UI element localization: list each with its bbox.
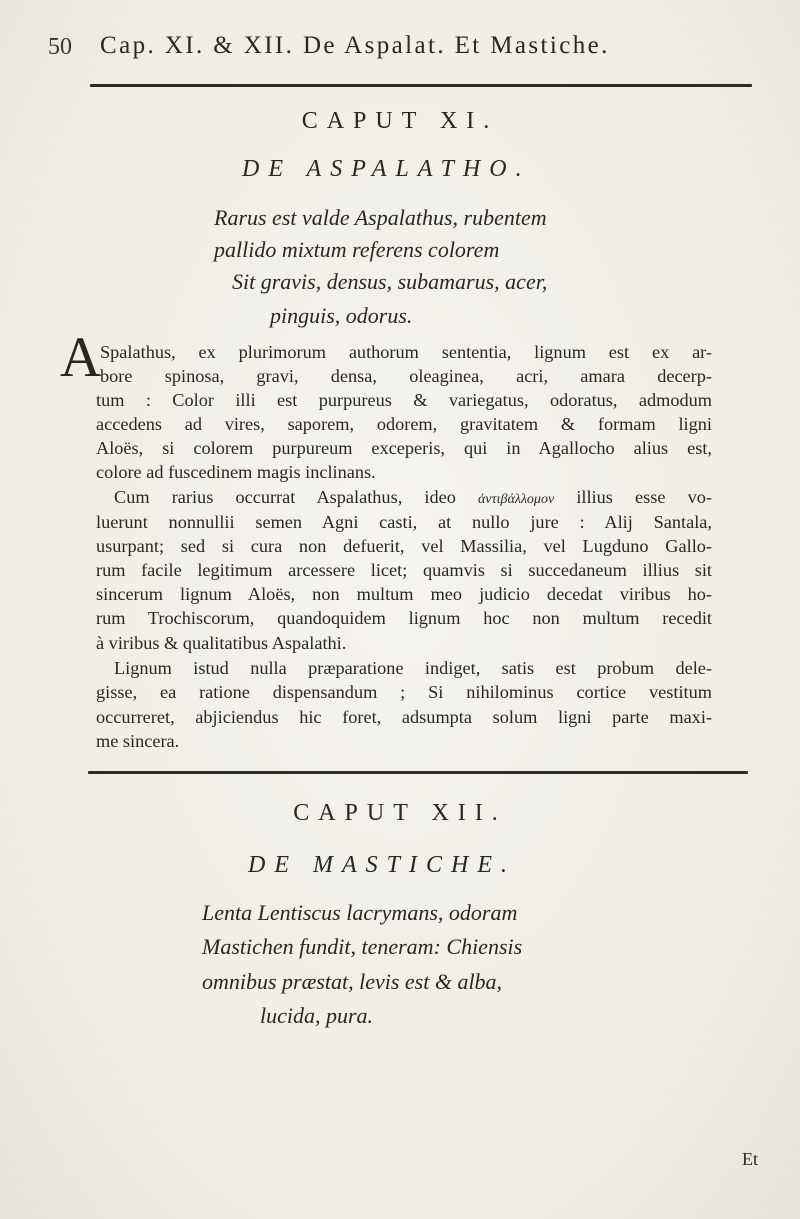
paragraph-1-line-4: accedens ad vires, saporem, odorem, gravitatem & formam ligni [96,414,712,434]
paragraph-2-line-3: usurpant; sed si cura non defuerit, vel Massilia, vel Lugduno Gallo- [96,536,712,556]
chapter-xii-heading: CAPUT XII. [293,800,507,826]
chapter-xi-verse-2: pallido mixtum referens colorem [214,237,500,262]
paragraph-3-line-3: occurreret, abjiciendus hic foret, adsumpta solum ligni parte maxi- [96,707,712,727]
chapter-xi-heading: CAPUT XI. [301,108,499,134]
chapter-xii-verse-2: Mastichen fundit, teneram: Chiensis [202,934,523,959]
header-rule [90,84,752,87]
paragraph-3-line-2: gisse, ea ratione dispensandum ; Si nihilominus cortice vestitum [96,682,712,702]
chapter-xi-subject: DE ASPALATHO. [242,156,531,182]
chapter-xi-verse-3: Sit gravis, densus, subamarus, acer, [232,269,548,294]
paragraph-1-line-3: tum : Color illi est purpureus & variegatus, odoratus, admodum [96,390,712,410]
paragraph-2-line-2: luerunt nonnullii semen Agni casti, at nullo jure : Alij Santala, [96,512,712,532]
paragraph-2-line-6: rum Trochiscorum, quandoquidem lignum hoc non multum recedit [96,608,712,628]
drop-capital: A [60,326,102,389]
paragraph-3-line-1: Lignum istud nulla præparatione indiget, satis est probum dele- [114,658,712,678]
paragraph-2-line-5: sincerum lignum Aloës, non multum meo judicio decedat viribus ho- [96,584,712,604]
chapter-xii-verse-3: omnibus præstat, levis est & alba, [202,969,503,994]
chapter-xii-verse-1: Lenta Lentiscus lacrymans, odoram [202,900,518,925]
paragraph-1-line-5: Aloës, si colorem purpureum exceperis, qui in Agallocho alius est, [96,438,712,458]
chapter-xi-verse-1: Rarus est valde Aspalathus, rubentem [214,205,547,230]
paragraph-2-line-4: rum facile legitimum arcessere licet; quamvis si succedaneum illius sit [96,560,712,580]
chapter-xii-subject: DE MASTICHE. [248,852,516,878]
paragraph-2-tail: illius esse vo- [576,487,712,507]
running-head [48,30,748,62]
greek-term: ἀντιβάλλομον [478,492,555,507]
paragraph-3-line-4: me sincera. [96,731,180,751]
paragraph-1-line-1: Spalathus, ex plurimorum authorum sententia, lignum est ex ar- [100,342,712,362]
paragraph-1-line-2: bore spinosa, gravi, densa, oleaginea, acri, amara decerp- [100,366,712,386]
paragraph-2-line-7: à viribus & qualitatibus Aspalathi. [96,633,347,653]
chapter-divider-rule [88,771,748,774]
paragraph-2-lead: Cum rarius occurrat Aspalathus, ideo [114,487,456,507]
paragraph-2-line-1 [96,485,712,512]
chapter-xii-verse-4: lucida, pura. [260,1003,374,1028]
catchword: Et [742,1149,758,1169]
paragraph-1-line-6: colore ad fuscedinem magis inclinans. [96,462,376,482]
chapter-xi-verse-4: pinguis, odorus. [270,303,413,328]
page-number: 50 [48,34,72,60]
running-title: Cap. XI. & XII. De Aspalat. Et Mastiche. [100,32,610,59]
